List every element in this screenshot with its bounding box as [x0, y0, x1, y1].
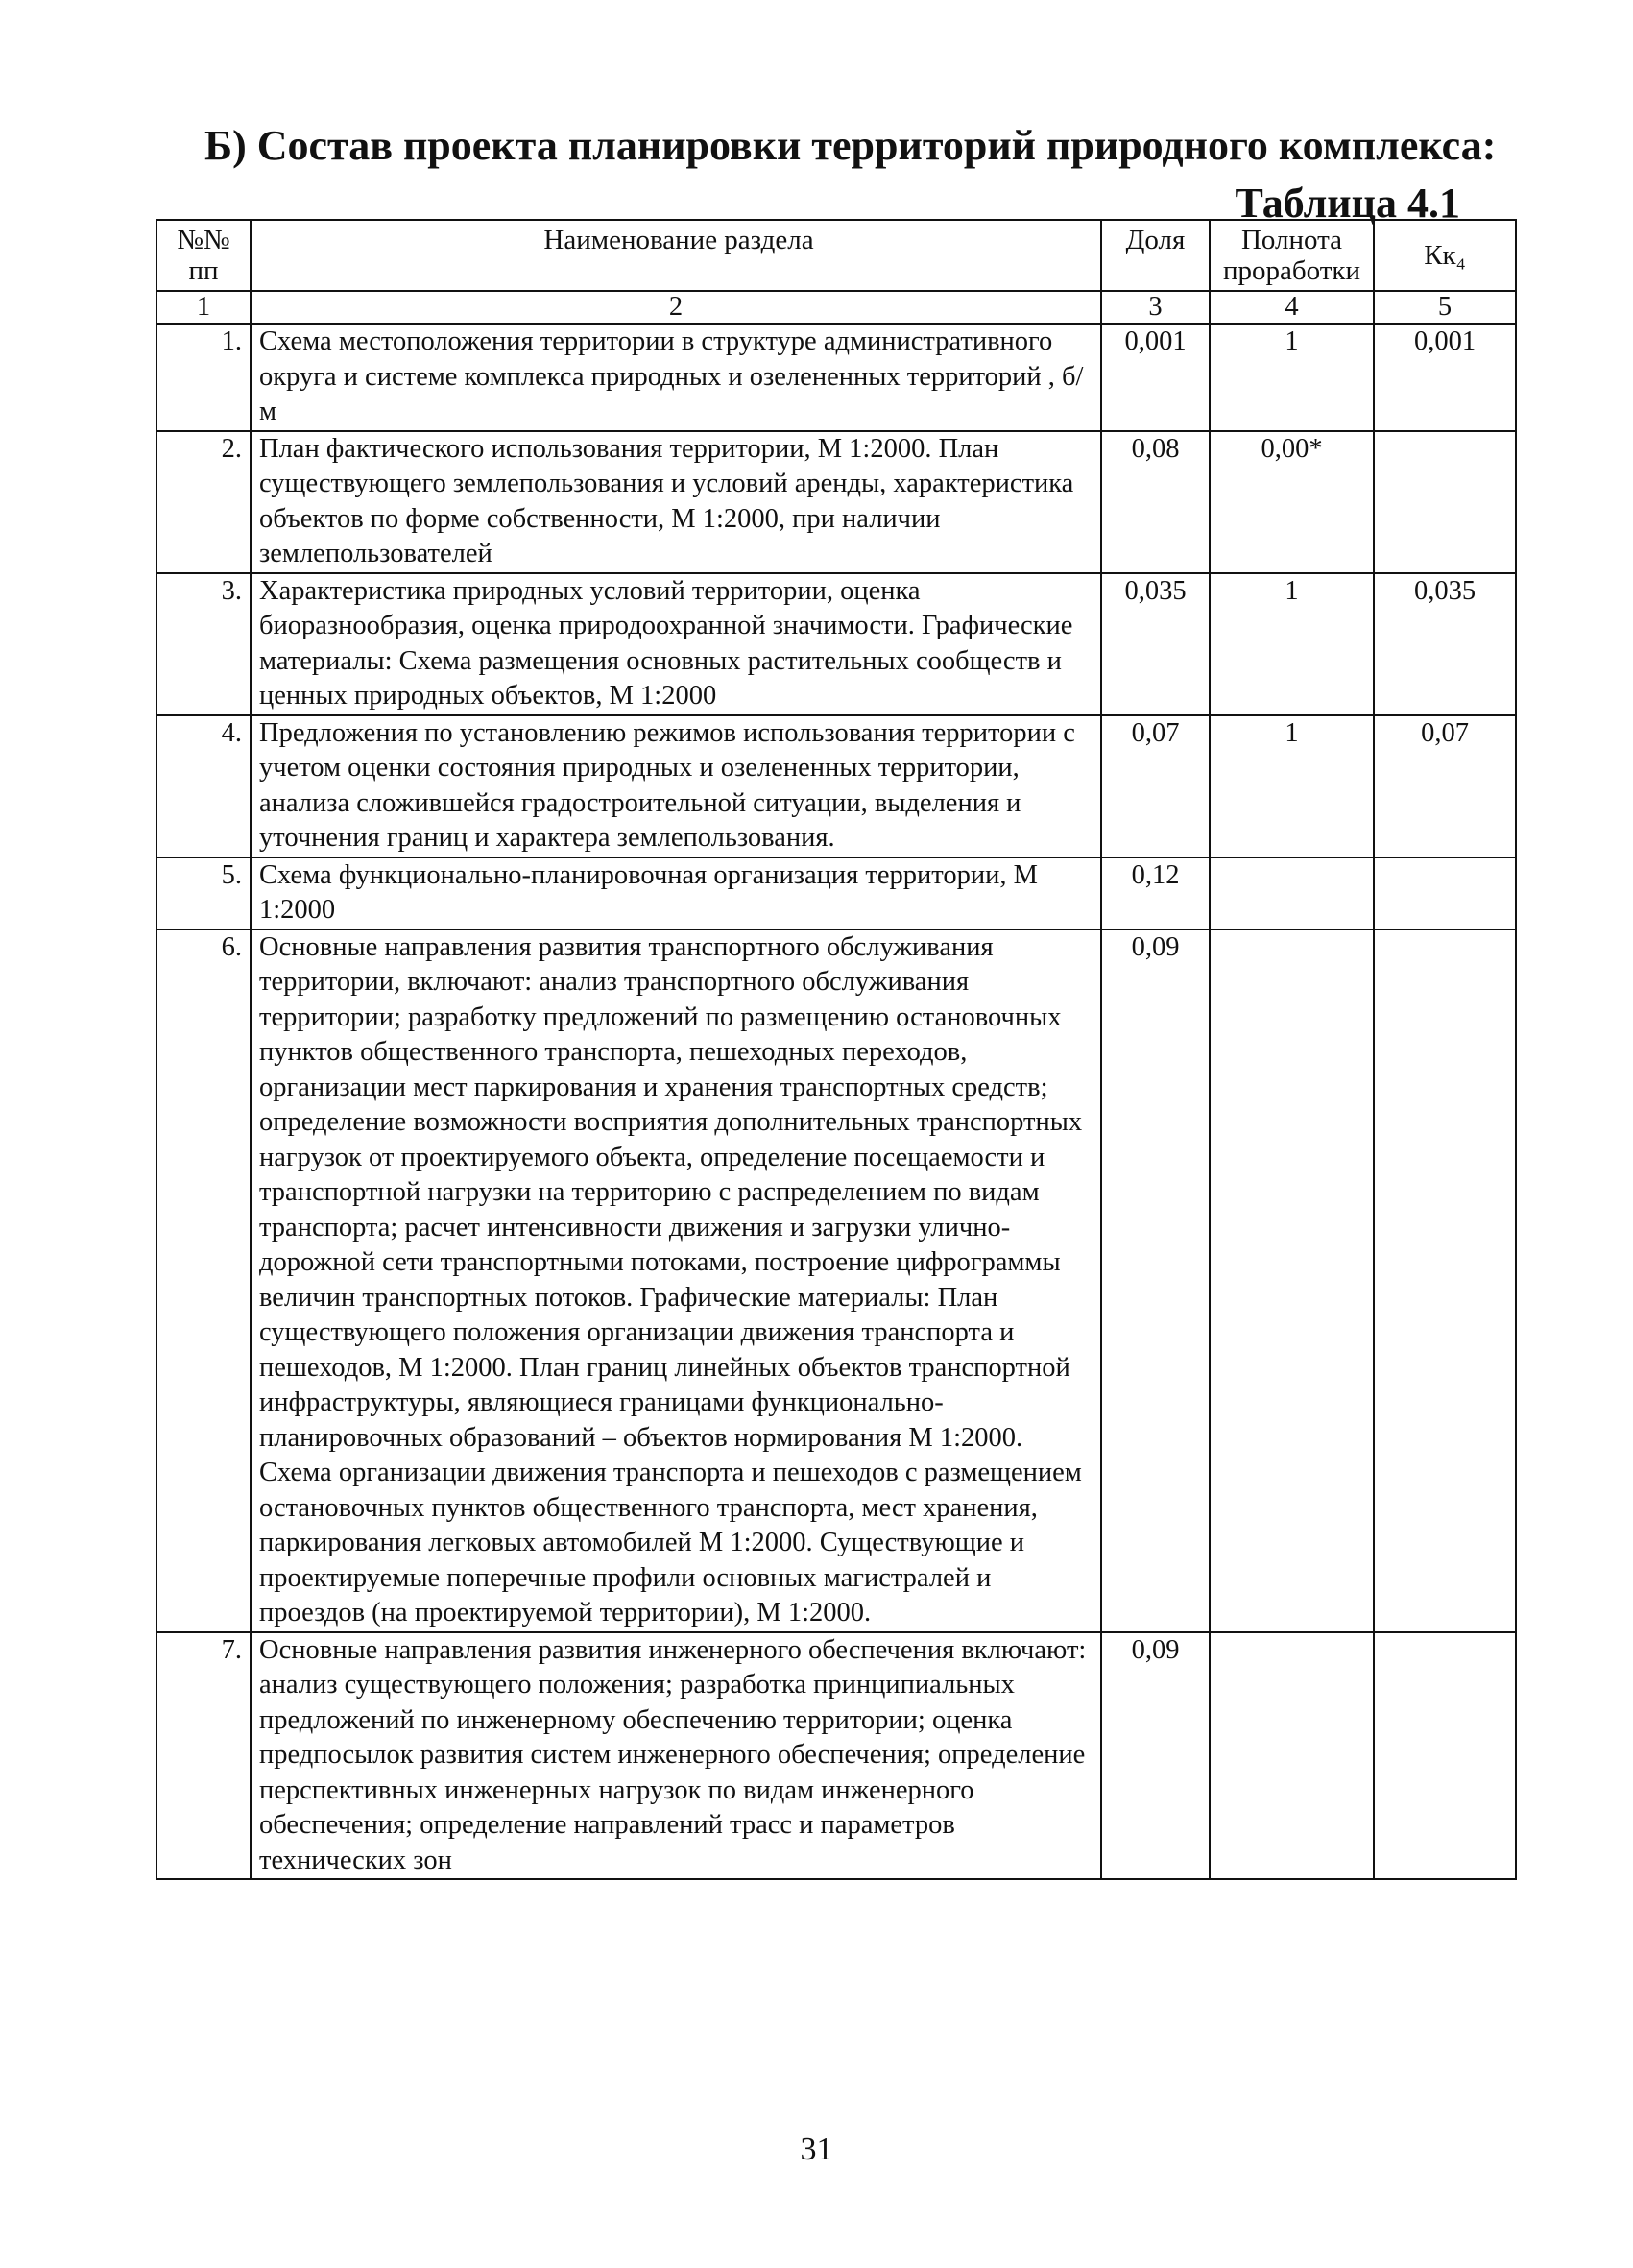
table-row	[156, 715, 1516, 857]
table-row	[156, 857, 1516, 929]
row-kk	[1374, 857, 1516, 929]
row-name: Предложения по установлению режимов использования территории с учетом оценки состояния природных и озелененных территории, анализа сложившейся градостроительной ситуации, выделения и уточнения границ и характера землепользования.	[251, 715, 1101, 857]
header-name: Наименование раздела	[251, 220, 1101, 291]
header-kk: Кк₄	[1374, 220, 1516, 291]
column-number: 3	[1101, 291, 1210, 324]
header-num: №№ пп	[156, 220, 251, 291]
column-number-row	[156, 291, 1516, 324]
row-kk	[1374, 1632, 1516, 1880]
table-row	[156, 1632, 1516, 1880]
row-completeness	[1210, 1632, 1374, 1880]
row-num: 5.	[156, 857, 251, 929]
project-composition-table	[156, 219, 1517, 1880]
row-completeness: 1	[1210, 573, 1374, 715]
row-share: 0,001	[1101, 324, 1210, 431]
row-completeness	[1210, 929, 1374, 1632]
row-share: 0,09	[1101, 1632, 1210, 1880]
table-row	[156, 929, 1516, 1632]
row-completeness: 1	[1210, 715, 1374, 857]
row-share: 0,035	[1101, 573, 1210, 715]
row-kk	[1374, 929, 1516, 1632]
row-completeness: 1	[1210, 324, 1374, 431]
row-num: 7.	[156, 1632, 251, 1880]
table-caption: Таблица 4.1	[1235, 180, 1460, 227]
row-name: Схема функционально-планировочная организация территории, М 1:2000	[251, 857, 1101, 929]
row-kk	[1374, 431, 1516, 573]
row-name: План фактического использования территории, М 1:2000. План существующего землепользования и условий аренды, характеристика объектов по форме собственности, М 1:2000, при наличии землепользователей	[251, 431, 1101, 573]
row-completeness: 0,00*	[1210, 431, 1374, 573]
row-share: 0,08	[1101, 431, 1210, 573]
column-number: 2	[251, 291, 1101, 324]
column-number: 5	[1374, 291, 1516, 324]
row-name: Основные направления развития инженерного обеспечения включают: анализ существующего положения; разработка принципиальных предложений по инженерному обеспечению территории; оценка предпосылок развития систем инженерного обеспечения; определение перспективных инженерных нагрузок по видам инженерного обеспечения; определение направлений трасс и параметров технических зон	[251, 1632, 1101, 1880]
table-header-row	[156, 220, 1516, 291]
table-row	[156, 324, 1516, 431]
section-heading: Б) Состав проекта планировки территорий природного комплекса:	[204, 122, 1497, 169]
table-row	[156, 431, 1516, 573]
row-share: 0,07	[1101, 715, 1210, 857]
row-num: 2.	[156, 431, 251, 573]
column-number: 1	[156, 291, 251, 324]
row-num: 4.	[156, 715, 251, 857]
row-num: 3.	[156, 573, 251, 715]
row-name: Основные направления развития транспортного обслуживания территории, включают: анализ транспортного обслуживания территории; разработку предложений по размещению остановочных пунктов общественного транспорта, пешеходных переходов, организации мест паркирования и хранения транспортных средств; определение возможности восприятия дополнительных транспортных нагрузок от проектируемого объекта, определение посещаемости и транспортной нагрузки на территорию с распределением по видам транспорта; расчет интенсивности движения и загрузки улично-дорожной сети транспортными потоками, построение цифрограммы величин транспортных потоков. Графические материалы: План существующего положения организации движения транспорта и пешеходов, М 1:2000. План границ линейных объектов транспортной инфраструктуры, являющиеся границами функционально-планировочных образований – объектов нормирования М 1:2000. Схема организации движения транспорта и пешеходов с размещением остановочных пунктов общественного транспорта, мест хранения, паркирования легковых автомобилей М 1:2000. Существующие и проектируемые поперечные профили основных магистралей и проездов (на проектируемой территории), М 1:2000.	[251, 929, 1101, 1632]
row-share: 0,12	[1101, 857, 1210, 929]
row-kk: 0,001	[1374, 324, 1516, 431]
row-num: 1.	[156, 324, 251, 431]
row-name: Схема местоположения территории в структуре административного округа и системе комплекса природных и озелененных территорий , б/м	[251, 324, 1101, 431]
header-completeness: Полнота проработки	[1210, 220, 1374, 291]
row-share: 0,09	[1101, 929, 1210, 1632]
column-number: 4	[1210, 291, 1374, 324]
table-row	[156, 573, 1516, 715]
row-num: 6.	[156, 929, 251, 1632]
row-name: Характеристика природных условий территории, оценка биоразнообразия, оценка природоохранной значимости. Графические материалы: Схема размещения основных растительных сообществ и ценных природных объектов, М 1:2000	[251, 573, 1101, 715]
row-kk: 0,07	[1374, 715, 1516, 857]
page-number: 31	[800, 2132, 833, 2167]
row-completeness	[1210, 857, 1374, 929]
header-share: Доля	[1101, 220, 1210, 291]
row-kk: 0,035	[1374, 573, 1516, 715]
